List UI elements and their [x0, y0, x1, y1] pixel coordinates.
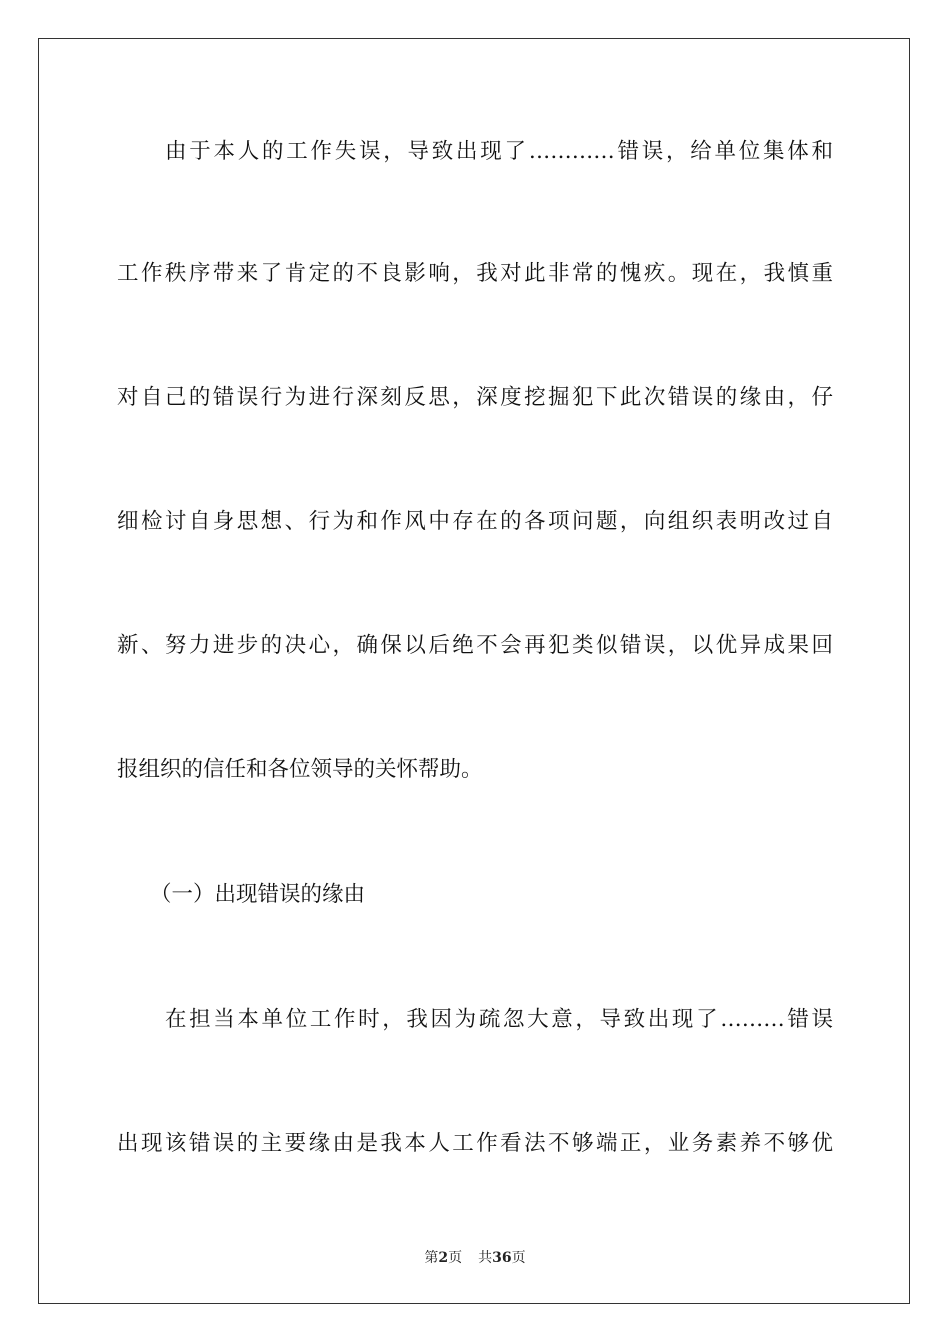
page-border [38, 38, 910, 1304]
paragraph-line: 工作秩序带来了肯定的不良影响，我对此非常的愧疚。现在，我慎重 [117, 261, 833, 286]
paragraph-line: 由于本人的工作失误，导致出现了…………错误，给单位集体和 [165, 139, 833, 164]
total-prefix: 共 [478, 1250, 493, 1266]
paragraph-line: 细检讨自身思想、行为和作风中存在的各项问题，向组织表明改过自 [117, 509, 833, 534]
page-footer [0, 1249, 950, 1267]
page-prefix: 第 [424, 1250, 439, 1266]
total-suffix: 页 [511, 1250, 526, 1266]
paragraph-line: 新、努力进步的决心，确保以后绝不会再犯类似错误，以优异成果回 [117, 633, 833, 658]
total-pages: 36 [492, 1250, 512, 1266]
paragraph-line: 在担当本单位工作时，我因为疏忽大意，导致出现了………错误 [165, 1007, 833, 1032]
paragraph-line: 对自己的错误行为进行深刻反思，深度挖掘犯下此次错误的缘由，仔 [117, 385, 833, 410]
paragraph-line: 报组织的信任和各位领导的关怀帮助。 [117, 757, 483, 782]
page-number: 2 [438, 1250, 449, 1266]
paragraph-line: 出现该错误的主要缘由是我本人工作看法不够端正，业务素养不够优 [117, 1131, 833, 1156]
page-suffix: 页 [448, 1250, 463, 1266]
section-heading: （一）出现错误的缘由 [150, 882, 366, 907]
